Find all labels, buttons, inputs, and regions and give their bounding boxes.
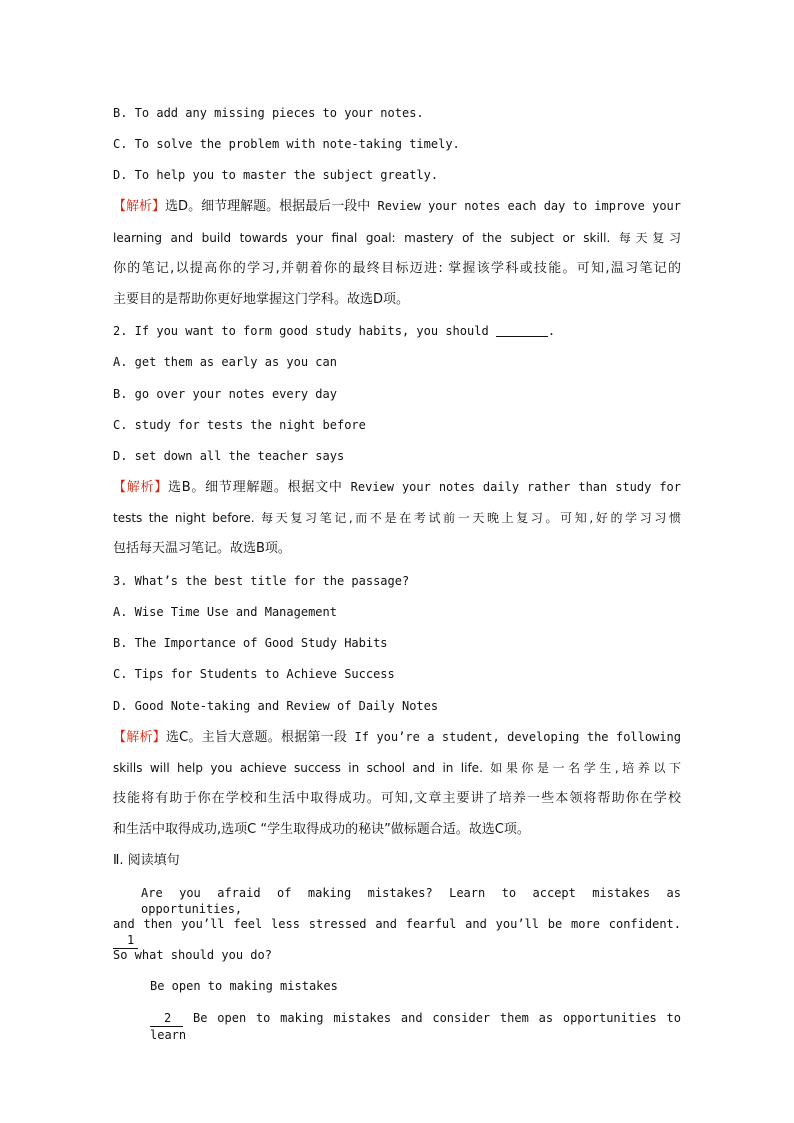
q2-analysis-line-1 — [113, 479, 681, 496]
q3-analysis-line-1 — [113, 729, 681, 746]
q1-analysis-line-2: learning and build towards your final goal: mastery of the subject or skill. 每天复习 — [113, 231, 681, 245]
passage-line-4-text: Be open to making mistakes and consider them as opportunities to learn — [150, 1011, 682, 1042]
analysis-answer: 选B。细节理解题。根据文中 — [168, 480, 343, 495]
q3-stem: 3. What’s the best title for the passage? — [113, 574, 410, 588]
q2-option-b: B. go over your notes every day — [113, 387, 337, 401]
q3-analysis-line-4: 和生活中取得成功,选项C “学生取得成功的秘诀”做标题合适。故选C项。 — [113, 822, 530, 837]
q3-analysis-line-3: 技能将有助于你在学校和生活中取得成功。可知,文章主要讲了培养一些本领将帮助你在学校 — [113, 791, 681, 806]
q2-option-c: C. study for tests the night before — [113, 418, 366, 432]
blank-2: 2 — [150, 1010, 183, 1027]
q3-option-d: D. Good Note-taking and Review of Daily Notes — [113, 699, 439, 713]
q2-option-a: A. get them as early as you can — [113, 355, 337, 369]
passage-line-2 — [113, 916, 681, 949]
passage-subheading: Be open to making mistakes — [150, 979, 338, 993]
q3-option-b: B. The Importance of Good Study Habits — [113, 636, 388, 650]
q2-analysis-line-3: 包括每天温习笔记。故选B项。 — [113, 541, 291, 556]
q3-option-a: A. Wise Time Use and Management — [113, 605, 337, 619]
q1-analysis-line-3: 你的笔记,以提高你的学习,并朝着你的最终目标迈进: 掌握该学科或技能。可知,温习笔记的 — [113, 261, 681, 276]
analysis-quote: If you’re a student, developing the following — [354, 730, 681, 744]
q1-analysis-line-1 — [113, 198, 681, 215]
q3-option-c: C. Tips for Students to Achieve Success — [113, 667, 395, 681]
q2-stem — [113, 323, 681, 339]
answer-blank — [496, 324, 548, 337]
q1-option-b: B. To add any missing pieces to your notes. — [113, 106, 424, 120]
passage-line-3: So what should you do? — [113, 948, 272, 962]
q1-analysis-line-4: 主要目的是帮助你更好地掌握这门学科。故选D项。 — [113, 292, 410, 307]
q2-stem-text: 2. If you want to form good study habits, you should — [113, 324, 489, 338]
analysis-quote: Review your notes daily rather than study for — [350, 480, 681, 494]
passage-line-2-text: and then you’ll feel less stressed and fearful and you’ll be more confident. — [113, 917, 681, 931]
analysis-tag: 【解析】 — [113, 730, 166, 745]
q1-option-c: C. To solve the problem with note-taking timely. — [113, 137, 460, 151]
section-heading: Ⅱ. 阅读填句 — [113, 853, 180, 868]
q2-analysis-line-2: tests the night before. 每天复习笔记,而不是在考试前一天晚上复习。可知,好的学习习惯 — [113, 511, 681, 525]
q2-option-d: D. set down all the teacher says — [113, 449, 345, 463]
analysis-answer: 选D。细节理解题。根据最后一段中 — [165, 199, 371, 214]
analysis-tag: 【解析】 — [113, 480, 168, 495]
q2-stem-end: . — [547, 324, 556, 338]
passage-line-4 — [150, 1010, 681, 1043]
analysis-quote: Review your notes each day to improve your — [377, 199, 681, 213]
blank-1: 1 — [113, 932, 138, 949]
analysis-tag: 【解析】 — [113, 199, 166, 214]
passage-line-1: Are you afraid of making mistakes? Learn to accept mistakes as opportunities, — [141, 886, 681, 916]
analysis-answer: 选C。主旨大意题。根据第一段 — [165, 730, 348, 745]
q1-option-d: D. To help you to master the subject greatly. — [113, 168, 439, 182]
q3-analysis-line-2: skills will help you achieve success in school and in life. 如果你是一名学生,培养以下 — [113, 761, 681, 775]
